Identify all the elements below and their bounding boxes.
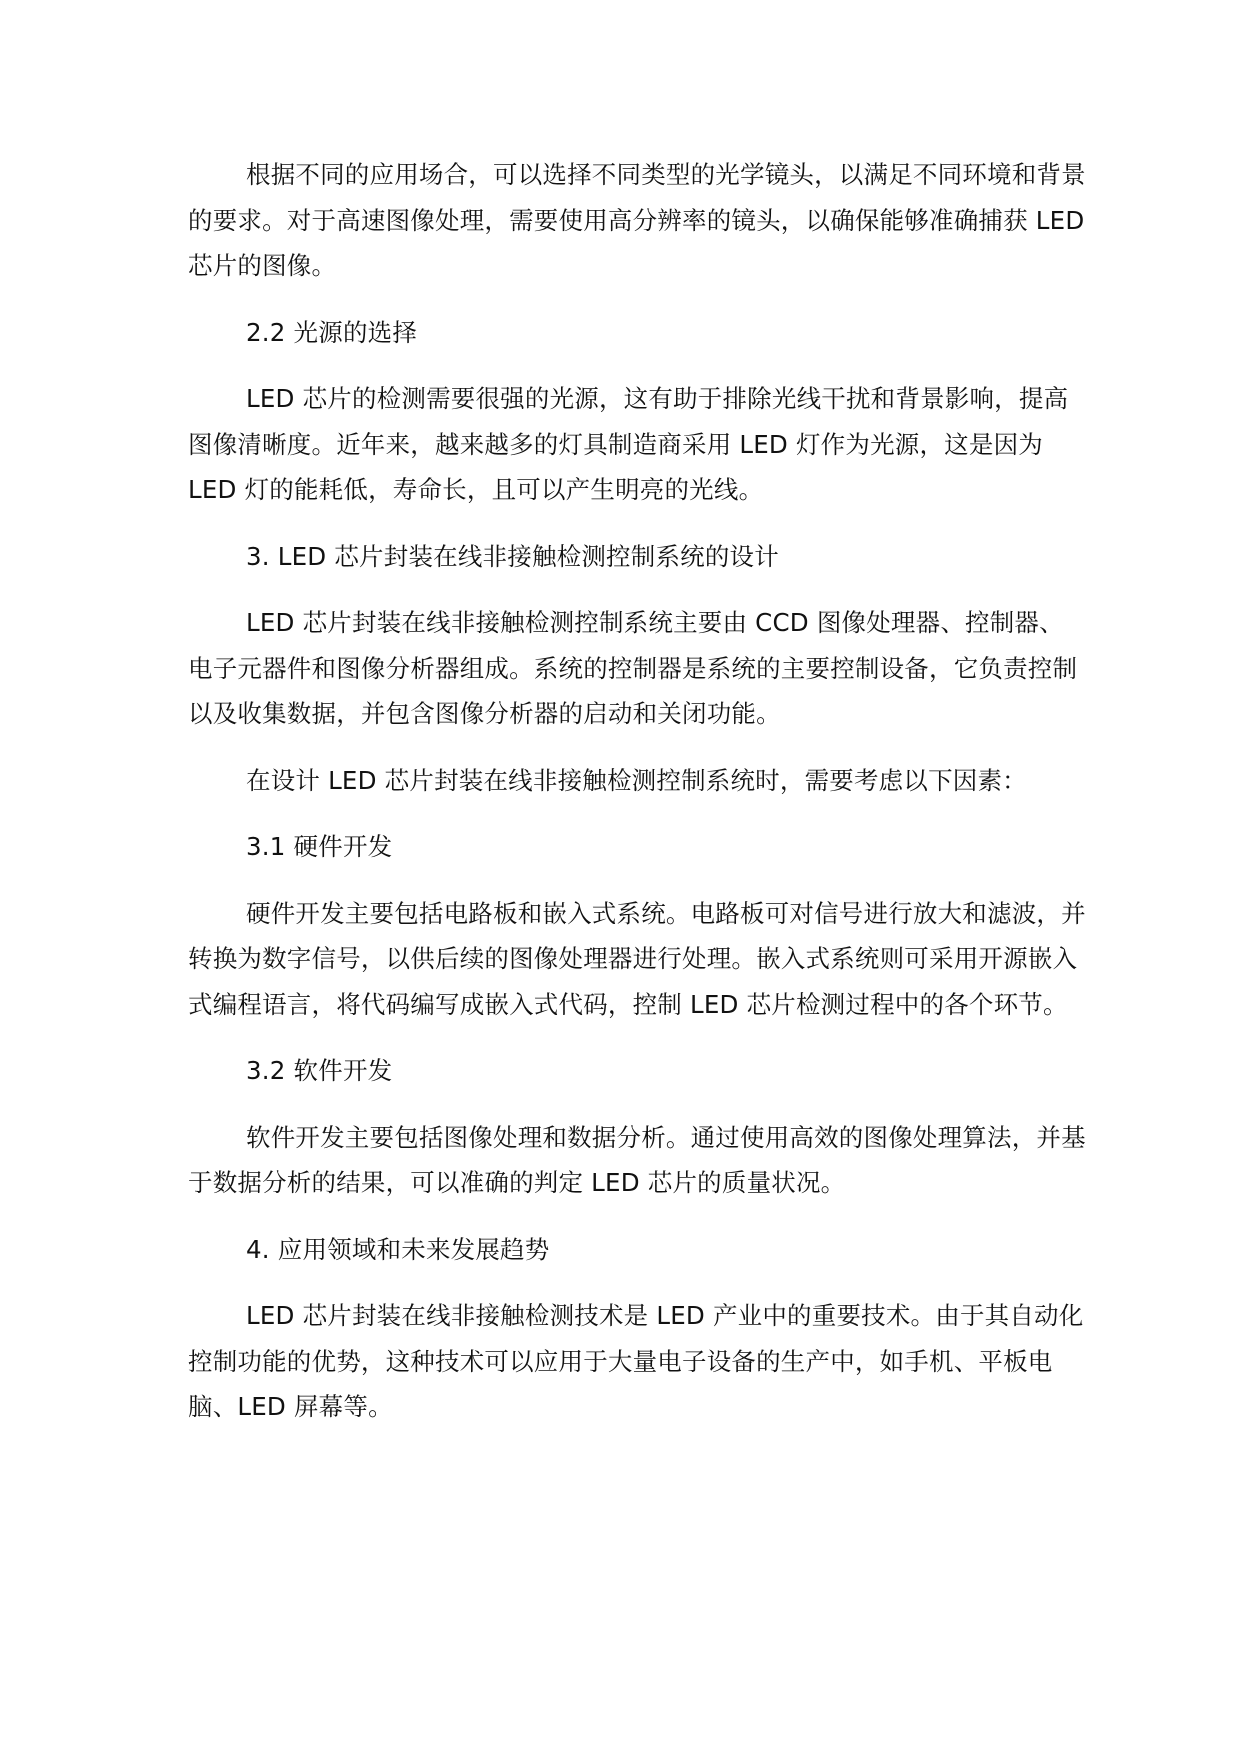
paragraph-hardware-development: 硬件开发主要包括电路板和嵌入式系统。电路板可对信号进行放大和滤波，并转换为数字信号，以供后续的图像处理器进行处理。嵌入式系统则可采用开源嵌入式编程语言，将代码编写成嵌入式代码，控制 LED 芯片检测过程中的各个环节。 bbox=[188, 898, 1086, 1019]
paragraph-design-factors: 在设计 LED 芯片封装在线非接触检测控制系统时，需要考虑以下因素： bbox=[246, 765, 1027, 795]
heading-applications-trends: 4. 应用领域和未来发展趋势 bbox=[246, 1234, 550, 1264]
heading-light-source: 2.2 光源的选择 bbox=[246, 317, 418, 347]
paragraph-light-source: LED 芯片的检测需要很强的光源，这有助于排除光线干扰和背景影响，提高图像清晰度。近年来，越来越多的灯具制造商采用 LED 灯作为光源，这是因为 LED 灯的能耗低，寿命长，且可以产生明亮的光线。 bbox=[188, 384, 1069, 504]
paragraph-lens-selection: 根据不同的应用场合，可以选择不同类型的光学镜头，以满足不同环境和背景的要求。对于高速图像处理，需要使用高分辨率的镜头，以确保能够准确捕获 LED 芯片的图像。 bbox=[188, 160, 1086, 280]
heading-software-development: 3.2 软件开发 bbox=[246, 1056, 393, 1085]
paragraph-software-development: 软件开发主要包括图像处理和数据分析。通过使用高效的图像处理算法，并基于数据分析的结果，可以准确的判定 LED 芯片的质量状况。 bbox=[188, 1122, 1086, 1197]
document-body bbox=[188, 152, 1088, 1451]
heading-system-design: 3. LED 芯片封装在线非接触检测控制系统的设计 bbox=[246, 541, 779, 571]
paragraph-system-components: LED 芯片封装在线非接触检测控制系统主要由 CCD 图像处理器、控制器、电子元器件和图像分析器组成。系统的控制器是系统的主要控制设备，它负责控制以及收集数据，并包含图像分析器的启动和关闭功能。 bbox=[188, 608, 1078, 728]
paragraph-applications-trends: LED 芯片封装在线非接触检测技术是 LED 产业中的重要技术。由于其自动化控制功能的优势，这种技术可以应用于大量电子设备的生产中，如手机、平板电脑、LED 屏幕等。 bbox=[188, 1301, 1084, 1421]
heading-hardware-development: 3.1 硬件开发 bbox=[246, 832, 393, 861]
